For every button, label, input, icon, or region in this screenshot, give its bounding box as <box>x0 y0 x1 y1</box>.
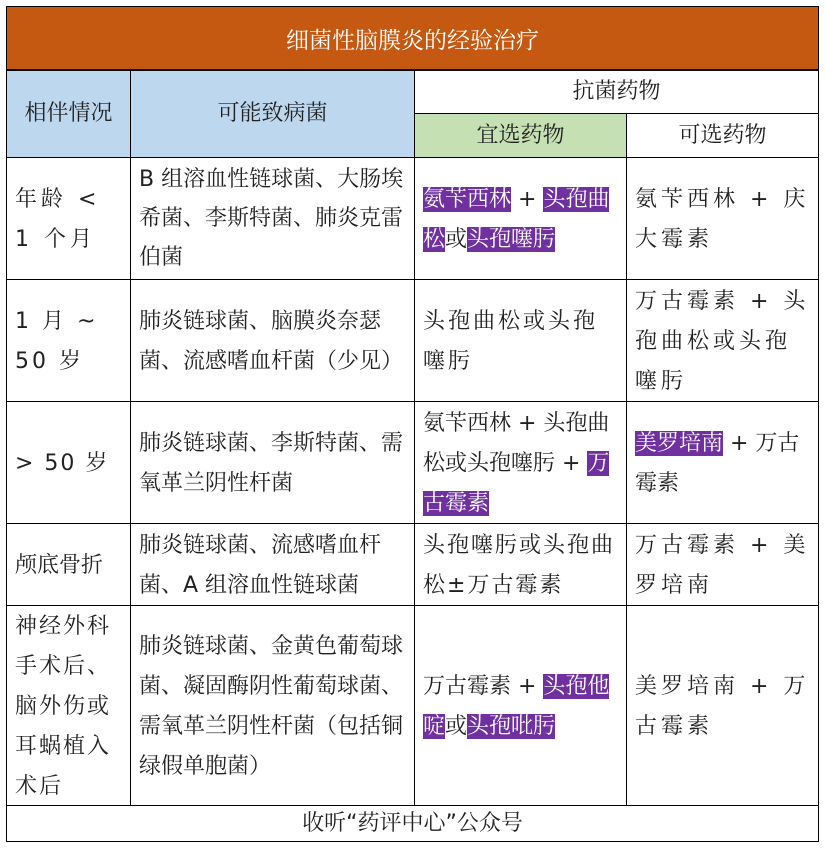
row1-condition <box>6 158 131 280</box>
row3-pathogen <box>131 402 415 524</box>
row2-alternative <box>627 280 819 402</box>
table-title: 细菌性脑膜炎的经验治疗 <box>6 6 819 70</box>
row2-condition <box>6 280 131 402</box>
footer-text: 收听“药评中心”公众号 <box>302 810 523 836</box>
row3-alternative-highlight: 美罗培南 <box>635 430 724 456</box>
row3-condition <box>6 402 131 524</box>
row2-pathogen <box>131 280 415 402</box>
row3-preferred-highlight: 万古霉素 <box>423 450 610 516</box>
header-pathogen: 可能致病菌 <box>131 70 415 158</box>
row5-preferred-or: 或 <box>445 713 468 739</box>
row2-preferred <box>415 280 627 402</box>
row4-preferred-text: 头孢噻肟或头孢曲松±万古霉素 <box>423 532 616 598</box>
row4-alternative <box>627 524 819 606</box>
row1-preferred <box>415 158 627 280</box>
row3-preferred <box>415 402 627 524</box>
footer <box>6 806 819 842</box>
row3-preferred-plus: + <box>555 450 588 476</box>
row2-pathogen-text: 肺炎链球菌、脑膜炎奈瑟菌、流感嗜血杆菌（少见） <box>139 308 404 374</box>
row5-preferred-main: 万古霉素 + <box>423 673 544 699</box>
row3-condition-text: > 50 岁 <box>15 450 110 476</box>
row5-alternative <box>627 606 819 806</box>
row4-condition-text: 颅底骨折 <box>15 552 104 578</box>
row1-preferred-drug-c: 头孢噻肟 <box>467 226 556 252</box>
row1-alternative-text: 氨苄西林 + 庆大霉素 <box>635 186 810 252</box>
row3-preferred-main: 氨苄西林 + 头孢曲松或头孢噻肟 <box>423 410 610 476</box>
row4-pathogen <box>131 524 415 606</box>
row2-alternative-text: 万古霉素 + 头孢曲松或头孢噻肟 <box>635 288 810 394</box>
header-drugs: 抗菌药物 <box>415 70 819 114</box>
row4-pathogen-text: 肺炎链球菌、流感嗜血杆菌、A 组溶血性链球菌 <box>139 532 382 598</box>
row1-condition-text: 年龄 < 1 个月 <box>15 186 101 252</box>
header-condition: 相伴情况 <box>6 70 131 158</box>
header-divider <box>6 70 819 71</box>
row1-pathogen-text: B 组溶血性链球菌、大肠埃希菌、李斯特菌、肺炎克雷伯菌 <box>139 167 404 270</box>
row4-preferred <box>415 524 627 606</box>
row5-condition-text: 神经外科手术后、脑外伤或耳蜗植入术后 <box>15 613 112 799</box>
row4-condition <box>6 524 131 606</box>
row5-preferred-drug-a: 头孢他啶 <box>423 673 610 739</box>
row5-alternative-text: 美罗培南 + 万古霉素 <box>635 673 810 739</box>
row4-alternative-text: 万古霉素 + 美罗培南 <box>635 532 810 598</box>
row1-preferred-plus: + <box>511 186 544 212</box>
row5-pathogen <box>131 606 415 806</box>
row5-pathogen-text: 肺炎链球菌、金黄色葡萄球菌、凝固酶阴性葡萄球菌、需氧革兰阴性杆菌（包括铜绿假单胞菌） <box>139 633 404 779</box>
row3-alternative-rest: + 万古霉素 <box>635 430 800 496</box>
row5-preferred-drug-b: 头孢吡肟 <box>467 713 556 739</box>
row3-alternative <box>627 402 819 524</box>
row1-alternative <box>627 158 819 280</box>
row5-preferred <box>415 606 627 806</box>
row2-condition-text: 1 月 ~ 50 岁 <box>15 308 99 374</box>
row1-preferred-drug-b: 头孢曲松 <box>423 186 610 252</box>
row1-preferred-drug-a: 氨苄西林 <box>423 186 512 212</box>
row1-pathogen <box>131 158 415 280</box>
treatment-table <box>6 70 819 842</box>
row1-preferred-or: 或 <box>445 226 468 252</box>
header-preferred: 宜选药物 <box>415 114 627 158</box>
header-alternative: 可选药物 <box>627 114 819 158</box>
row3-pathogen-text: 肺炎链球菌、李斯特菌、需氧革兰阴性杆菌 <box>139 430 404 496</box>
row2-preferred-text: 头孢曲松或头孢噻肟 <box>423 308 599 374</box>
row5-condition <box>6 606 131 806</box>
